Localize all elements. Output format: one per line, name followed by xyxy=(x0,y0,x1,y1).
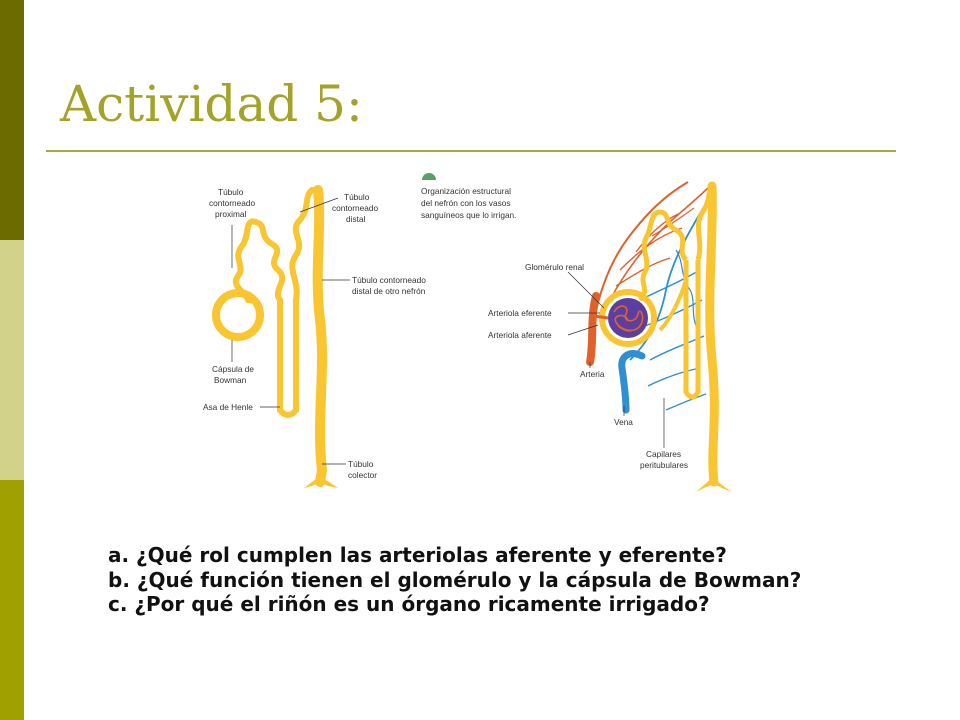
label-glomerulo: Glomérulo renal xyxy=(525,262,585,272)
label-distal-other-line1: Túbulo contorneado xyxy=(352,275,426,285)
question-b: b. ¿Qué función tienen el glomérulo y la cápsula de Bowman? xyxy=(108,567,802,592)
question-c: c. ¿Por qué el riñón es un órgano ricamente irrigado? xyxy=(108,592,710,616)
label-capilares-line1: Capilares xyxy=(646,449,682,459)
label-arteriola-eferente: Arteriola eferente xyxy=(488,308,552,318)
label-vena: Vena xyxy=(614,417,633,427)
label-arteria: Arteria xyxy=(580,369,605,379)
right-labels xyxy=(488,262,688,470)
label-colector-line1: Túbulo xyxy=(348,459,374,469)
label-bowman-line2: Bowman xyxy=(214,375,247,385)
figure-caption xyxy=(421,173,516,220)
label-proximal-line3: proximal xyxy=(215,209,247,219)
caption-line3: sanguíneos que lo irrigan. xyxy=(421,210,517,220)
question-a: a. ¿Qué rol cumplen las arteriolas aferente y eferente? xyxy=(108,543,727,567)
questions-block xyxy=(108,543,908,617)
caption-line2: del nefrón con los vasos xyxy=(421,198,511,208)
label-distal-line1: Túbulo xyxy=(344,192,370,202)
label-henle: Asa de Henle xyxy=(203,402,253,412)
label-distal-other-line2: distal de otro nefrón xyxy=(352,286,426,296)
caption-marker-icon xyxy=(422,173,436,180)
nephron-left-illustration xyxy=(216,190,350,488)
label-proximal-line1: Túbulo xyxy=(218,187,244,197)
label-colector-line2: colector xyxy=(348,470,378,480)
label-distal-line2: contorneado xyxy=(332,203,379,213)
label-capilares-line2: peritubulares xyxy=(640,460,688,470)
label-arteriola-aferente: Arteriola aferente xyxy=(488,330,552,340)
label-bowman-line1: Cápsula de xyxy=(212,364,254,374)
slide-title: Actividad 5: xyxy=(60,75,363,133)
label-proximal-line2: contorneado xyxy=(209,198,256,208)
caption-line1: Organización estructural xyxy=(421,186,511,196)
label-distal-line3: distal xyxy=(346,214,366,224)
nephron-right-illustration xyxy=(568,182,732,492)
